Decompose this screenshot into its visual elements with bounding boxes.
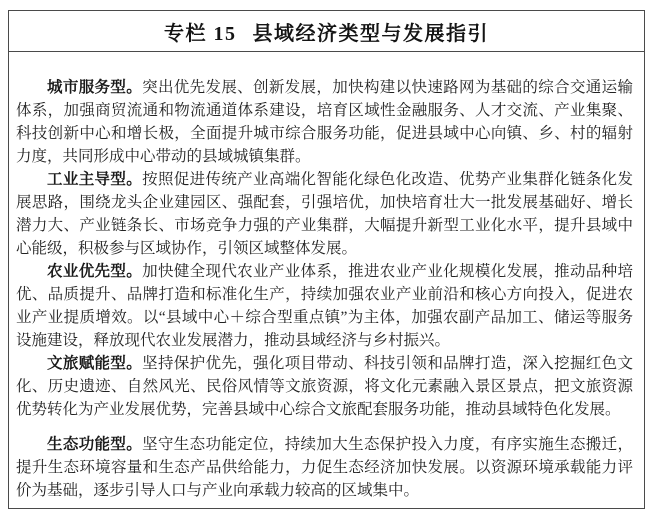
column-title-prefix: 专栏 15 <box>164 22 237 45</box>
paragraph-ecological-function <box>16 433 633 502</box>
paragraph-lead-culture-tourism: 文旅赋能型。 <box>47 355 143 372</box>
paragraph-lead-agriculture-first: 农业优先型。 <box>47 263 143 280</box>
paragraph-body-culture-tourism: 坚持保护优先，强化项目带动、科技引领和品牌打造，深入挖掘红色文化、历史遗迹、自然风光、民俗风情等文旅资源，将文化元素融入景区景点，把文旅资源优势转化为产业发展优势，完善县域中心综合文旅配套服务功能，推动县域特色化发展。 <box>16 355 633 418</box>
paragraph-body-urban-service: 突出优先发展、创新发展，加快构建以快速路网为基础的综合交通运输体系，加强商贸流通和物流通道体系建设，培育区域性金融服务、人才交流、产业集聚、科技创新中心和增长极，全面提升城市综合服务功能，促进县域中心向镇、乡、村的辐射力度，共同形成中心带动的县域城镇集群。 <box>16 79 633 165</box>
paragraph-body-ecological-function: 坚守生态功能定位，持续加大生态保护投入力度，有序实施生态搬迁，提升生态环境容量和生态产品供给能力，力促生态经济加快发展。以资源环境承载能力评价为基础，逐步引导人口与产业向承载力较高的区域集中。 <box>16 436 633 499</box>
column-box <box>8 10 645 509</box>
paragraph-culture-tourism <box>16 352 633 421</box>
paragraph-industry-led <box>16 168 633 260</box>
paragraph-agriculture-first <box>16 260 633 352</box>
column-title <box>9 11 644 52</box>
paragraph-lead-industry-led: 工业主导型。 <box>47 171 143 188</box>
paragraph-lead-ecological-function: 生态功能型。 <box>47 436 143 453</box>
paragraph-body-agriculture-first: 加快健全现代农业产业体系，推进农业产业化规模化发展，推动品种培优、品质提升、品牌打造和标准化生产，持续加强农业产业前沿和核心方向投入，促进农业产业提质增效。以“县域中心＋综合型重点镇”为主体，加强农副产品加工、储运等服务设施建设，释放现代农业发展潜力，推动县域经济与乡村振兴。 <box>16 263 633 349</box>
paragraph-lead-urban-service: 城市服务型。 <box>47 79 143 96</box>
column-body <box>9 52 644 512</box>
column-title-text: 县域经济类型与发展指引 <box>252 22 489 45</box>
paragraph-urban-service <box>16 76 633 168</box>
paragraph-body-industry-led: 按照促进传统产业高端化智能化绿色化改造、优势产业集群化链条化发展思路，围绕龙头企业建园区、强配套，引强培优，加快培育壮大一批发展基础好、增长潜力大、产业链条长、市场竞争力强的产业集群，大幅提升新型工业化水平，提升县域中心能级，积极参与区域协作，引领区域整体发展。 <box>16 171 633 257</box>
